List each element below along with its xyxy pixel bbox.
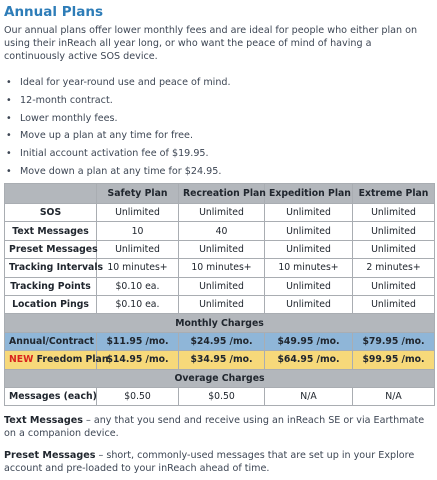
annual-contract-row <box>5 332 435 350</box>
note-preset-messages <box>4 449 432 475</box>
note-text-messages <box>4 414 432 440</box>
table-cell: Unlimited <box>353 204 435 222</box>
table-cell: Unlimited <box>265 277 353 295</box>
row-label: Preset Messages <box>5 240 97 258</box>
price-cell: $64.95 /mo. <box>265 351 353 369</box>
table-row <box>5 277 435 295</box>
row-label: Text Messages <box>5 222 97 240</box>
table-cell: Unlimited <box>179 277 265 295</box>
price-cell: $49.95 /mo. <box>265 332 353 350</box>
note-desc: – any that you send and receive using an inReach SE or via Earthmate on a companion device. <box>4 415 425 439</box>
row-label: Annual/Contract <box>5 332 97 350</box>
feature-item: • Move up a plan at any time for free. <box>4 127 433 145</box>
feature-item: • Initial account activation fee of $19.95. <box>4 145 433 163</box>
table-cell: 10 minutes+ <box>179 259 265 277</box>
feature-item: • 12-month contract. <box>4 92 433 110</box>
table-cell: Unlimited <box>97 240 179 258</box>
table-cell: Unlimited <box>97 204 179 222</box>
feature-item: • Lower monthly fees. <box>4 110 433 128</box>
overage-charges-header-row <box>5 369 435 387</box>
table-cell: 10 minutes+ <box>265 259 353 277</box>
feature-item: • Ideal for year-round use and peace of mind. <box>4 74 433 92</box>
feature-item: • Move down a plan at any time for $24.95. <box>4 163 433 181</box>
price-cell: $99.95 /mo. <box>353 351 435 369</box>
column-header <box>5 184 97 204</box>
table-cell: $0.10 ea. <box>97 277 179 295</box>
table-cell: Unlimited <box>179 295 265 313</box>
table-row <box>5 204 435 222</box>
row-label: SOS <box>5 204 97 222</box>
price-cell: $34.95 /mo. <box>179 351 265 369</box>
table-cell: Unlimited <box>265 295 353 313</box>
plans-table <box>4 183 435 406</box>
page-title: Annual Plans <box>4 4 103 20</box>
table-cell: 10 <box>97 222 179 240</box>
price-cell: $24.95 /mo. <box>179 332 265 350</box>
table-header-row <box>5 184 435 204</box>
column-header-recreation: Recreation Plan <box>179 184 265 204</box>
new-badge: NEW <box>9 354 34 366</box>
table-cell: Unlimited <box>353 222 435 240</box>
row-label: Location Pings <box>5 295 97 313</box>
price-cell: $79.95 /mo. <box>353 332 435 350</box>
table-cell: Unlimited <box>265 222 353 240</box>
price-cell: $11.95 /mo. <box>97 332 179 350</box>
intro-paragraph: Our annual plans offer lower monthly fees and are ideal for people who either plan on using their inReach all year long, or who want the peace of mind of having a continuously active SOS device. <box>4 25 418 62</box>
table-cell: 40 <box>179 222 265 240</box>
freedom-label: Freedom Plan <box>36 354 109 366</box>
table-cell: Unlimited <box>353 277 435 295</box>
table-row <box>5 222 435 240</box>
section-header: Monthly Charges <box>5 314 435 332</box>
table-cell: N/A <box>265 387 353 405</box>
table-cell: Unlimited <box>179 204 265 222</box>
feature-list <box>4 74 433 181</box>
table-cell: 10 minutes+ <box>97 259 179 277</box>
table-cell: $0.10 ea. <box>97 295 179 313</box>
row-label: Tracking Intervals <box>5 259 97 277</box>
table-cell: Unlimited <box>353 295 435 313</box>
column-header-extreme: Extreme Plan <box>353 184 435 204</box>
table-row <box>5 240 435 258</box>
table-row <box>5 295 435 313</box>
overage-row <box>5 387 435 405</box>
table-cell: Unlimited <box>353 240 435 258</box>
monthly-charges-header-row <box>5 314 435 332</box>
note-term: Preset Messages <box>4 450 96 461</box>
row-label: Tracking Points <box>5 277 97 295</box>
section-header: Overage Charges <box>5 369 435 387</box>
table-row <box>5 259 435 277</box>
freedom-plan-row <box>5 351 435 369</box>
column-header-expedition: Expedition Plan <box>265 184 353 204</box>
price-cell: $14.95 /mo. <box>97 351 179 369</box>
table-cell: Unlimited <box>265 240 353 258</box>
table-cell: Unlimited <box>265 204 353 222</box>
table-cell: $0.50 <box>179 387 265 405</box>
table-cell: 2 minutes+ <box>353 259 435 277</box>
table-cell: $0.50 <box>97 387 179 405</box>
column-header-safety: Safety Plan <box>97 184 179 204</box>
row-label: Messages (each) <box>5 387 97 405</box>
table-cell: Unlimited <box>179 240 265 258</box>
row-label <box>5 351 109 369</box>
note-term: Text Messages <box>4 415 83 426</box>
note-desc: – short, commonly-used messages that are set up in your Explore account and pre-loaded to your inReach ahead of time. <box>4 450 415 474</box>
table-cell: N/A <box>353 387 435 405</box>
